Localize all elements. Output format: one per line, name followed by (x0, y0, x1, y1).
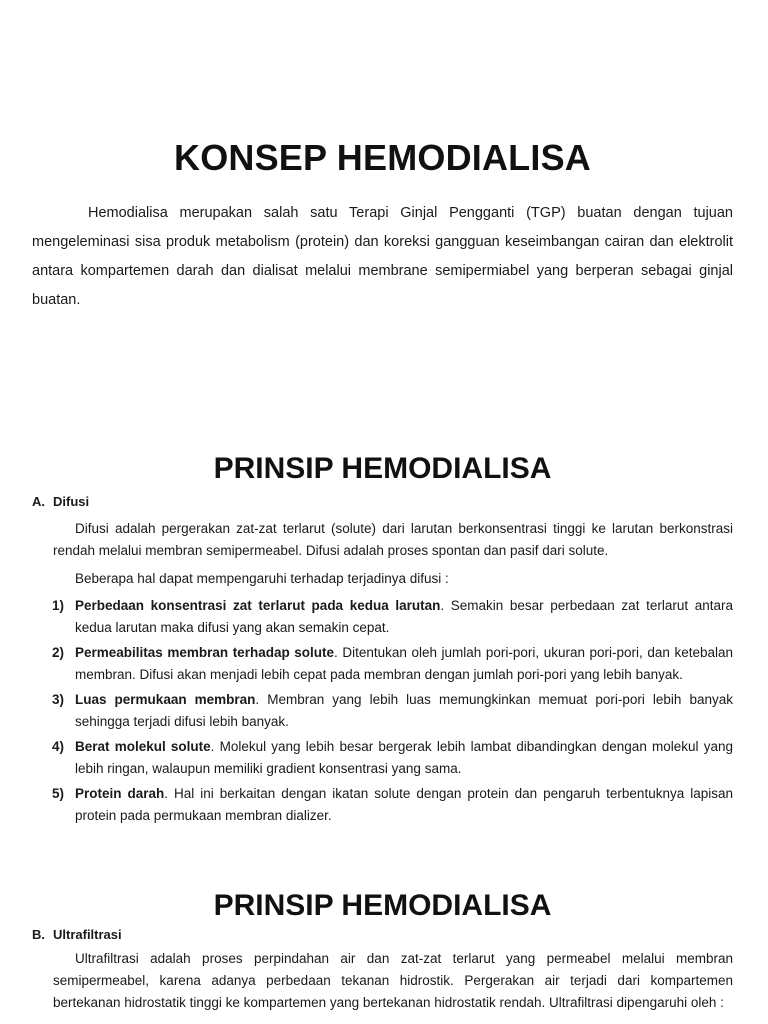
list-item-text: . Ditentukan oleh jumlah pori-pori, ukuran pori-pori, dan ketebalan membran. Difusi akan menjadi lebih cepat pada membran dengan jumlah pori-pori yang lebih banyak. (75, 645, 733, 682)
difusi-definition: Difusi adalah pergerakan zat-zat terlarut (solute) dari larutan berkonsentrasi tinggi ke larutan berkonstrasi rendah melalui membran semipermeabel. Difusi adalah proses spontan dan pasif dari solute. (53, 521, 733, 558)
list-item (32, 595, 733, 639)
list-item-number: 2) (52, 645, 65, 660)
difusi-list-intro: Beberapa hal dapat mempengaruhi terhadap terjadinya difusi : (75, 571, 449, 586)
list-item-term: Berat molekul solute (75, 739, 211, 754)
list-item-text: . Semakin besar perbedaan zat terlarut antara kedua larutan maka difusi yang akan semakin cepat. (75, 598, 733, 635)
sub-heading-letter: A. (32, 494, 45, 509)
intro-section (32, 199, 733, 315)
page-header (32, 138, 733, 178)
list-item (32, 689, 733, 733)
list-item (32, 736, 733, 780)
list-item-term: Permeabilitas membran terhadap solute (75, 645, 335, 660)
intro-paragraph: Hemodialisa merupakan salah satu Terapi Ginjal Pengganti (TGP) buatan dengan tujuan mengeleminasi sisa produk metabolism (protein) dan koreksi gangguan keseimbangan cairan dan elektrolit antara kompartemen darah dan dialisat melalui membrane semipermiabel yang berperan sebagai ginjal buatan. (32, 205, 733, 308)
list-item-term: Protein darah (75, 786, 165, 801)
difusi-factor-list (32, 595, 733, 827)
list-item-number: 1) (52, 598, 65, 613)
ultrafiltrasi-definition: Ultrafiltrasi adalah proses perpindahan air dan zat-zat terlarut yang permeabel melalui membran semipermeabel, karena adanya perbedaan tekanan hidrostik. Pergerakan air terjadi dari kompartemen bertekanan hidrostatik tinggi ke kompartemen yang bertekanan hidrostatik rendah. Ultrafiltrasi dipengaruhi oleh : (53, 951, 733, 1010)
list-item-number: 5) (52, 786, 65, 801)
sub-heading-label: Ultrafiltrasi (53, 927, 122, 942)
list-item-number: 3) (52, 692, 65, 707)
sub-heading-ultrafiltrasi (32, 926, 733, 944)
list-item-term: Perbedaan konsentrasi zat terlarut pada kedua larutan (75, 598, 441, 613)
sub-heading-letter: B. (32, 927, 45, 942)
list-item-text: . Hal ini berkaitan dengan ikatan solute dengan protein dan pengaruh terbentuknya lapisan protein pada permukaan membran dializer. (75, 786, 733, 823)
page-title: KONSEP HEMODIALISA (174, 137, 591, 178)
section-title: PRINSIP HEMODIALISA (213, 452, 552, 485)
list-item (32, 642, 733, 686)
sub-heading-difusi (32, 493, 733, 511)
section-ultrafiltrasi (32, 889, 733, 1014)
list-item-text: . Molekul yang lebih besar bergerak lebih lambat dibandingkan dengan molekul yang lebih ringan, walaupun memiliki gradient konsentrasi yang sama. (75, 739, 733, 776)
sub-heading-label: Difusi (53, 494, 90, 509)
section-difusi (32, 452, 733, 830)
list-item-number: 4) (52, 739, 65, 754)
list-item (32, 783, 733, 827)
list-item-text: . Membran yang lebih luas memungkinkan memuat pori-pori lebih banyak sehingga terjadi difusi lebih banyak. (75, 692, 734, 729)
section-title: PRINSIP HEMODIALISA (213, 889, 552, 922)
list-item-term: Luas permukaan membran (75, 692, 256, 707)
